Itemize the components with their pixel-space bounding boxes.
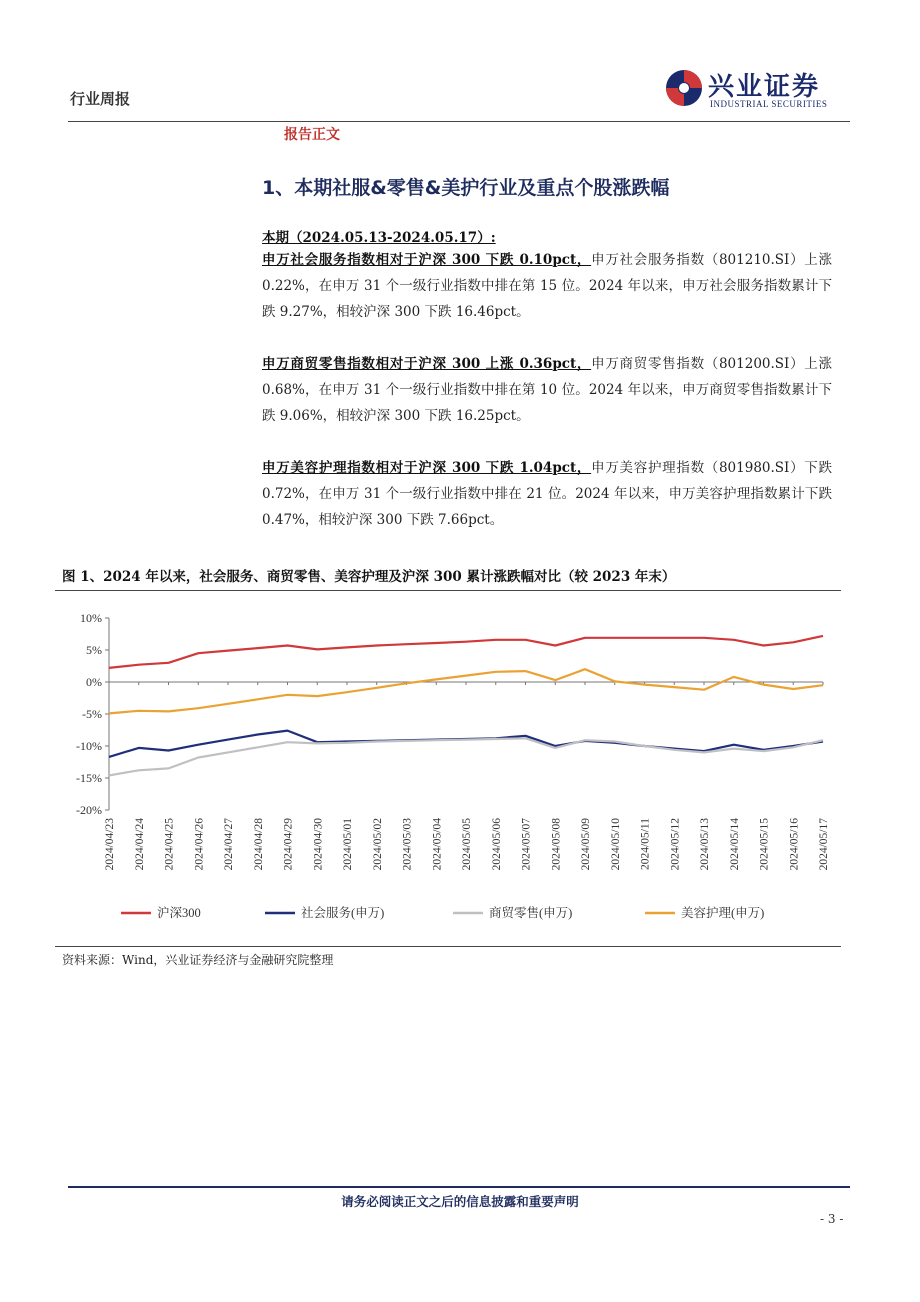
x-tick-label: 2024/05/14 bbox=[728, 818, 741, 871]
paragraph-highlight: 申万美容护理指数相对于沪深 300 下跌 1.04pct， bbox=[262, 460, 592, 476]
x-tick-label: 2024/04/29 bbox=[282, 818, 295, 871]
y-tick-label: -10% bbox=[76, 739, 102, 753]
paragraph-highlight: 申万商贸零售指数相对于沪深 300 上涨 0.36pct， bbox=[262, 356, 592, 372]
x-tick-label: 2024/05/10 bbox=[609, 818, 622, 871]
legend-label: 美容护理(申万) bbox=[681, 906, 765, 920]
footer-divider bbox=[68, 1186, 850, 1188]
x-tick-label: 2024/05/15 bbox=[758, 818, 771, 871]
x-tick-label: 2024/05/09 bbox=[580, 818, 592, 871]
x-tick-label: 2024/05/06 bbox=[490, 818, 503, 871]
y-axis bbox=[76, 611, 109, 817]
y-tick-label: -5% bbox=[82, 707, 102, 721]
paragraph-retail bbox=[262, 351, 832, 429]
figure-bottom-divider bbox=[55, 946, 841, 947]
paragraph-highlight: 申万社会服务指数相对于沪深 300 下跌 0.10pct， bbox=[262, 252, 592, 268]
line-chart bbox=[55, 595, 841, 943]
x-tick-label: 2024/04/26 bbox=[193, 818, 206, 871]
series-line-2 bbox=[109, 738, 823, 775]
x-tick-label: 2024/04/27 bbox=[223, 818, 235, 871]
series-line-3 bbox=[109, 669, 823, 713]
x-axis bbox=[104, 682, 830, 870]
x-tick-label: 2024/05/13 bbox=[699, 818, 711, 871]
x-tick-label: 2024/05/16 bbox=[788, 818, 801, 871]
paragraph-text: 申万美容护理指数（801980.SI）下跌 0.72%，在申万 31 个一级行业指数中排在 21 位。2024 年以来，申万美容护理指数累计下跌 0.47%，相较沪深 300 下跌 7.66pct。 bbox=[262, 460, 832, 528]
figure-title: 图 1、2024 年以来，社会服务、商贸零售、美容护理及沪深 300 累计涨跌幅对比（较 2023 年末） bbox=[62, 569, 676, 585]
report-category: 行业周报 bbox=[70, 90, 131, 108]
x-tick-label: 2024/04/23 bbox=[104, 818, 116, 871]
legend-label: 商贸零售(申万) bbox=[489, 906, 573, 920]
logo-text-en: INDUSTRIAL SECURITIES bbox=[710, 99, 828, 109]
series-line-0 bbox=[109, 636, 823, 668]
series-line-1 bbox=[109, 731, 823, 757]
y-tick-label: -15% bbox=[76, 771, 102, 785]
chart-series bbox=[109, 636, 823, 776]
footer-disclaimer: 请务必阅读正文之后的信息披露和重要声明 bbox=[341, 1194, 579, 1209]
x-tick-label: 2024/05/01 bbox=[342, 818, 354, 871]
x-tick-label: 2024/05/05 bbox=[461, 818, 473, 871]
logo-icon bbox=[664, 66, 704, 110]
x-tick-label: 2024/05/04 bbox=[431, 818, 444, 871]
y-tick-label: 0% bbox=[86, 675, 102, 689]
legend-label: 沪深300 bbox=[157, 906, 201, 920]
paragraph-text: 申万商贸零售指数（801200.SI）上涨 0.68%，在申万 31 个一级行业指数中排在第 10 位。2024 年以来，申万商贸零售指数累计下跌 9.06%，相较沪深 300 下跌 16.25pct。 bbox=[262, 356, 832, 424]
x-tick-label: 2024/05/17 bbox=[818, 818, 830, 871]
page-number: - 3 - bbox=[820, 1212, 844, 1226]
logo-text-cn: 兴业证券 bbox=[708, 72, 821, 102]
x-tick-label: 2024/05/11 bbox=[639, 818, 652, 870]
period-label: 本期（2024.05.13-2024.05.17）: bbox=[262, 230, 496, 246]
x-tick-label: 2024/05/03 bbox=[401, 818, 414, 871]
x-tick-label: 2024/04/28 bbox=[252, 818, 265, 871]
company-logo bbox=[664, 66, 864, 112]
x-tick-label: 2024/04/30 bbox=[312, 818, 325, 871]
section-label: 报告正文 bbox=[284, 127, 340, 143]
paragraph-text: 申万社会服务指数（801210.SI）上涨 0.22%，在申万 31 个一级行业指数中排在第 15 位。2024 年以来，申万社会服务指数累计下跌 9.27%，相较沪深 300 下跌 16.46pct。 bbox=[262, 252, 832, 320]
y-tick-label: 5% bbox=[86, 643, 102, 657]
chart-legend bbox=[121, 905, 764, 920]
header-divider bbox=[68, 121, 850, 122]
legend-label: 社会服务(申万) bbox=[301, 906, 385, 920]
x-tick-label: 2024/04/25 bbox=[163, 818, 176, 871]
x-tick-label: 2024/05/02 bbox=[371, 818, 384, 871]
y-tick-label: 10% bbox=[80, 611, 102, 625]
paragraph-beauty bbox=[262, 455, 832, 533]
figure-top-divider bbox=[55, 590, 841, 591]
x-tick-label: 2024/04/24 bbox=[133, 818, 146, 871]
x-tick-label: 2024/05/07 bbox=[520, 818, 533, 871]
y-tick-label: -20% bbox=[76, 803, 102, 817]
x-tick-label: 2024/05/08 bbox=[550, 818, 563, 871]
x-tick-label: 2024/05/12 bbox=[669, 818, 682, 871]
section-title: 1、本期社服&零售&美护行业及重点个股涨跌幅 bbox=[262, 177, 670, 199]
paragraph-social-services bbox=[262, 247, 832, 325]
figure-source: 资料来源：Wind，兴业证券经济与金融研究院整理 bbox=[62, 953, 334, 967]
